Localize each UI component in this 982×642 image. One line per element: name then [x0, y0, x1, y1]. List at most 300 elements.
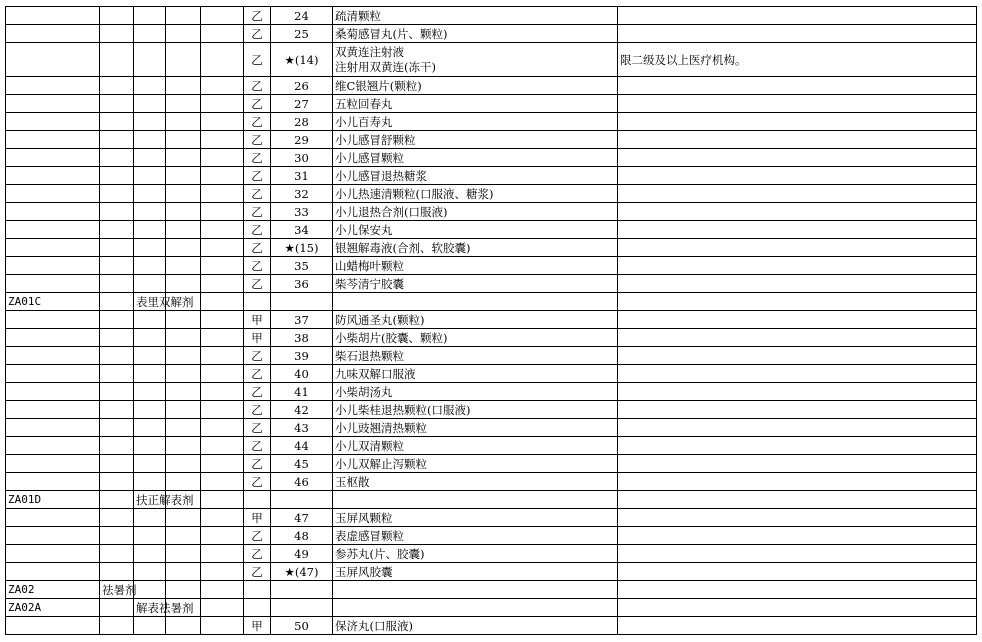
empty-cell: [201, 77, 244, 95]
drug-class-cell: 乙: [244, 257, 271, 275]
empty-cell: [100, 455, 134, 473]
empty-cell: [201, 563, 244, 581]
drug-class-cell: 乙: [244, 455, 271, 473]
table-row: [6, 7, 977, 25]
empty-cell: [100, 563, 134, 581]
empty-cell: [271, 491, 333, 509]
empty-cell: [6, 131, 100, 149]
drug-number-cell: 37: [271, 311, 333, 329]
drug-number-cell: 38: [271, 329, 333, 347]
empty-cell: [134, 617, 166, 635]
note-cell: [618, 509, 977, 527]
note-cell: [618, 329, 977, 347]
drug-name-cell: 小儿感冒颗粒: [333, 149, 618, 167]
drug-name-cell: 小儿感冒舒颗粒: [333, 131, 618, 149]
empty-cell: [134, 311, 166, 329]
drug-name-cell: 表虚感冒颗粒: [333, 527, 618, 545]
drug-name-cell: 小儿双清颗粒: [333, 437, 618, 455]
empty-cell: [100, 509, 134, 527]
category-row: [6, 581, 977, 599]
empty-cell: [166, 365, 201, 383]
drug-name-cell: 小儿双解止泻颗粒: [333, 455, 618, 473]
empty-cell: [6, 167, 100, 185]
category-row: [6, 491, 977, 509]
drug-class-cell: 乙: [244, 563, 271, 581]
drug-class-cell: 乙: [244, 43, 271, 77]
empty-cell: [201, 221, 244, 239]
empty-cell: [6, 545, 100, 563]
table-row: [6, 563, 977, 581]
empty-cell: [6, 77, 100, 95]
drug-name-cell: 柴芩清宁胶囊: [333, 275, 618, 293]
empty-cell: [333, 491, 618, 509]
drug-name-cell: 维C银翘片(颗粒): [333, 77, 618, 95]
drug-class-cell: 甲: [244, 311, 271, 329]
empty-cell: [201, 131, 244, 149]
note-cell: [618, 149, 977, 167]
empty-cell: [201, 203, 244, 221]
drug-name-cell: 小儿热速清颗粒(口服液、糖浆): [333, 185, 618, 203]
drug-class-cell: 乙: [244, 131, 271, 149]
empty-cell: [134, 167, 166, 185]
empty-cell: [6, 7, 100, 25]
empty-cell: [201, 149, 244, 167]
drug-name-line: 双黄连注射液: [335, 44, 404, 59]
empty-cell: [100, 473, 134, 491]
drug-number-cell: 49: [271, 545, 333, 563]
empty-cell: [201, 293, 244, 311]
drug-class-cell: 乙: [244, 167, 271, 185]
empty-cell: [333, 581, 618, 599]
empty-cell: [6, 329, 100, 347]
empty-cell: [100, 401, 134, 419]
drug-number-cell: 36: [271, 275, 333, 293]
empty-cell: [166, 113, 201, 131]
empty-cell: [201, 347, 244, 365]
drug-name-cell: 参苏丸(片、胶囊): [333, 545, 618, 563]
empty-cell: [100, 347, 134, 365]
empty-cell: [201, 473, 244, 491]
drug-class-cell: 乙: [244, 203, 271, 221]
drug-number-cell: 29: [271, 131, 333, 149]
empty-cell: [100, 149, 134, 167]
table-row: [6, 383, 977, 401]
drug-class-cell: 乙: [244, 473, 271, 491]
drug-class-cell: 乙: [244, 221, 271, 239]
category-name-cell: 扶正解表剂: [134, 491, 166, 509]
table-row: [6, 203, 977, 221]
note-cell: [618, 365, 977, 383]
empty-cell: [201, 401, 244, 419]
category-code-cell: ZA02A: [6, 599, 100, 617]
empty-cell: [100, 221, 134, 239]
empty-cell: [134, 7, 166, 25]
empty-cell: [100, 203, 134, 221]
empty-cell: [134, 365, 166, 383]
empty-cell: [166, 25, 201, 43]
empty-cell: [100, 491, 134, 509]
category-row: [6, 599, 977, 617]
empty-cell: [100, 437, 134, 455]
empty-cell: [201, 599, 244, 617]
empty-cell: [134, 203, 166, 221]
note-cell: [618, 7, 977, 25]
table-row: [6, 527, 977, 545]
empty-cell: [6, 113, 100, 131]
empty-cell: [6, 221, 100, 239]
category-row: [6, 293, 977, 311]
empty-cell: [166, 383, 201, 401]
empty-cell: [166, 239, 201, 257]
table-row: [6, 275, 977, 293]
empty-cell: [166, 527, 201, 545]
empty-cell: [6, 239, 100, 257]
note-cell: 限二级及以上医疗机构。: [618, 43, 977, 77]
drug-number-cell: ★(14): [271, 43, 333, 77]
empty-cell: [100, 311, 134, 329]
drug-name-cell: 小儿豉翘清热颗粒: [333, 419, 618, 437]
empty-cell: [134, 581, 166, 599]
empty-cell: [134, 257, 166, 275]
empty-cell: [201, 617, 244, 635]
empty-cell: [201, 239, 244, 257]
empty-cell: [201, 113, 244, 131]
empty-cell: [6, 203, 100, 221]
empty-cell: [271, 581, 333, 599]
empty-cell: [134, 455, 166, 473]
drug-number-cell: 35: [271, 257, 333, 275]
empty-cell: [100, 329, 134, 347]
drug-class-cell: 乙: [244, 401, 271, 419]
drug-name-line: 注射用双黄连(冻干): [335, 59, 436, 74]
drug-name-cell: 玉屏风颗粒: [333, 509, 618, 527]
drug-number-cell: 46: [271, 473, 333, 491]
empty-cell: [100, 275, 134, 293]
empty-cell: [6, 257, 100, 275]
drug-number-cell: 24: [271, 7, 333, 25]
note-cell: [618, 257, 977, 275]
empty-cell: [100, 7, 134, 25]
empty-cell: [100, 131, 134, 149]
empty-cell: [134, 239, 166, 257]
empty-cell: [6, 473, 100, 491]
empty-cell: [6, 383, 100, 401]
drug-name-cell: 小儿保安丸: [333, 221, 618, 239]
table-row: [6, 329, 977, 347]
empty-cell: [6, 617, 100, 635]
empty-cell: [100, 25, 134, 43]
empty-cell: [134, 77, 166, 95]
drug-class-cell: 乙: [244, 545, 271, 563]
drug-class-cell: 乙: [244, 113, 271, 131]
empty-cell: [201, 491, 244, 509]
empty-cell: [166, 77, 201, 95]
empty-cell: [201, 509, 244, 527]
note-cell: [618, 185, 977, 203]
empty-cell: [166, 473, 201, 491]
category-name-cell: 祛暑剂: [100, 581, 134, 599]
table-row: [6, 149, 977, 167]
note-cell: [618, 131, 977, 149]
empty-cell: [134, 563, 166, 581]
drug-number-cell: 26: [271, 77, 333, 95]
empty-cell: [166, 43, 201, 77]
drug-class-cell: 乙: [244, 527, 271, 545]
table-row: [6, 257, 977, 275]
table-row: [6, 473, 977, 491]
empty-cell: [134, 185, 166, 203]
empty-cell: [134, 401, 166, 419]
empty-cell: [6, 149, 100, 167]
table-row: [6, 95, 977, 113]
empty-cell: [134, 509, 166, 527]
empty-cell: [6, 563, 100, 581]
empty-cell: [201, 95, 244, 113]
empty-cell: [134, 545, 166, 563]
drug-number-cell: 50: [271, 617, 333, 635]
note-cell: [618, 545, 977, 563]
drug-catalog-table: [5, 6, 977, 635]
drug-class-cell: 乙: [244, 347, 271, 365]
note-cell: [618, 563, 977, 581]
note-cell: [618, 473, 977, 491]
note-cell: [618, 221, 977, 239]
empty-cell: [134, 473, 166, 491]
drug-name-cell: [333, 43, 618, 77]
drug-number-cell: ★(47): [271, 563, 333, 581]
empty-cell: [100, 293, 134, 311]
drug-name-cell: 玉屏风胶囊: [333, 563, 618, 581]
empty-cell: [201, 437, 244, 455]
drug-number-cell: 41: [271, 383, 333, 401]
empty-cell: [100, 167, 134, 185]
empty-cell: [6, 365, 100, 383]
empty-cell: [201, 167, 244, 185]
note-cell: [618, 167, 977, 185]
drug-number-cell: ★(15): [271, 239, 333, 257]
table-row: [6, 347, 977, 365]
empty-cell: [100, 617, 134, 635]
drug-name-cell: 山蜡梅叶颗粒: [333, 257, 618, 275]
empty-cell: [201, 43, 244, 77]
drug-name-cell: 桑菊感冒丸(片、颗粒): [333, 25, 618, 43]
drug-class-cell: 甲: [244, 329, 271, 347]
drug-class-cell: 乙: [244, 185, 271, 203]
drug-class-cell: 乙: [244, 77, 271, 95]
drug-name-cell: 银翘解毒液(合剂、软胶囊): [333, 239, 618, 257]
empty-cell: [100, 95, 134, 113]
empty-cell: [100, 527, 134, 545]
note-cell: [618, 617, 977, 635]
empty-cell: [201, 185, 244, 203]
drug-name-cell: 玉枢散: [333, 473, 618, 491]
note-cell: [618, 203, 977, 221]
empty-cell: [201, 275, 244, 293]
empty-cell: [166, 347, 201, 365]
drug-number-cell: 42: [271, 401, 333, 419]
empty-cell: [166, 437, 201, 455]
empty-cell: [6, 95, 100, 113]
drug-name-cell: 防风通圣丸(颗粒): [333, 311, 618, 329]
empty-cell: [244, 293, 271, 311]
empty-cell: [166, 509, 201, 527]
drug-number-cell: 45: [271, 455, 333, 473]
drug-class-cell: 乙: [244, 365, 271, 383]
table-row: [6, 509, 977, 527]
empty-cell: [201, 257, 244, 275]
empty-cell: [134, 95, 166, 113]
empty-cell: [166, 221, 201, 239]
note-cell: [618, 239, 977, 257]
empty-cell: [134, 131, 166, 149]
drug-number-cell: 28: [271, 113, 333, 131]
empty-cell: [166, 131, 201, 149]
drug-class-cell: 乙: [244, 95, 271, 113]
drug-number-cell: 31: [271, 167, 333, 185]
table-row: [6, 43, 977, 77]
empty-cell: [166, 617, 201, 635]
empty-cell: [271, 293, 333, 311]
note-cell: [618, 311, 977, 329]
empty-cell: [100, 239, 134, 257]
empty-cell: [6, 401, 100, 419]
drug-class-cell: 乙: [244, 239, 271, 257]
note-cell: [618, 95, 977, 113]
note-cell: [618, 401, 977, 419]
empty-cell: [6, 25, 100, 43]
note-cell: [618, 383, 977, 401]
table-row: [6, 401, 977, 419]
drug-class-cell: 乙: [244, 7, 271, 25]
empty-cell: [6, 43, 100, 77]
empty-cell: [201, 7, 244, 25]
drug-name-cell: 柴石退热颗粒: [333, 347, 618, 365]
empty-cell: [6, 527, 100, 545]
empty-cell: [134, 527, 166, 545]
empty-cell: [134, 275, 166, 293]
table-row: [6, 77, 977, 95]
empty-cell: [201, 311, 244, 329]
drug-number-cell: 44: [271, 437, 333, 455]
empty-cell: [6, 455, 100, 473]
empty-cell: [100, 77, 134, 95]
empty-cell: [134, 25, 166, 43]
category-name-cell: 表里双解剂: [134, 293, 166, 311]
category-code-cell: ZA01C: [6, 293, 100, 311]
drug-name-cell: 五粒回春丸: [333, 95, 618, 113]
empty-cell: [618, 293, 977, 311]
empty-cell: [100, 185, 134, 203]
drug-number-cell: 39: [271, 347, 333, 365]
empty-cell: [100, 383, 134, 401]
empty-cell: [201, 527, 244, 545]
drug-name-cell: 小柴胡汤丸: [333, 383, 618, 401]
empty-cell: [201, 419, 244, 437]
drug-name-cell: 保济丸(口服液): [333, 617, 618, 635]
empty-cell: [166, 257, 201, 275]
empty-cell: [100, 257, 134, 275]
table-row: [6, 25, 977, 43]
empty-cell: [100, 545, 134, 563]
empty-cell: [134, 329, 166, 347]
empty-cell: [134, 43, 166, 77]
empty-cell: [333, 293, 618, 311]
drug-name-cell: 小儿感冒退热糖浆: [333, 167, 618, 185]
empty-cell: [244, 581, 271, 599]
empty-cell: [6, 437, 100, 455]
drug-class-cell: 乙: [244, 419, 271, 437]
empty-cell: [100, 365, 134, 383]
empty-cell: [166, 455, 201, 473]
drug-number-cell: 32: [271, 185, 333, 203]
drug-name-cell: 小柴胡片(胶囊、颗粒): [333, 329, 618, 347]
empty-cell: [134, 149, 166, 167]
empty-cell: [134, 437, 166, 455]
empty-cell: [6, 185, 100, 203]
empty-cell: [201, 25, 244, 43]
drug-class-cell: 乙: [244, 383, 271, 401]
empty-cell: [244, 599, 271, 617]
drug-name-cell: 小儿退热合剂(口服液): [333, 203, 618, 221]
note-cell: [618, 437, 977, 455]
empty-cell: [201, 581, 244, 599]
drug-name-cell: 疏清颗粒: [333, 7, 618, 25]
empty-cell: [166, 95, 201, 113]
empty-cell: [134, 113, 166, 131]
drug-name-cell: 小儿百寿丸: [333, 113, 618, 131]
drug-number-cell: 47: [271, 509, 333, 527]
drug-number-cell: 40: [271, 365, 333, 383]
empty-cell: [6, 311, 100, 329]
drug-class-cell: 乙: [244, 149, 271, 167]
empty-cell: [100, 599, 134, 617]
empty-cell: [100, 419, 134, 437]
note-cell: [618, 25, 977, 43]
drug-class-cell: 甲: [244, 617, 271, 635]
table-row: [6, 167, 977, 185]
empty-cell: [100, 113, 134, 131]
drug-class-cell: 乙: [244, 275, 271, 293]
empty-cell: [618, 581, 977, 599]
table-row: [6, 419, 977, 437]
table-row: [6, 437, 977, 455]
note-cell: [618, 275, 977, 293]
drug-class-cell: 乙: [244, 437, 271, 455]
note-cell: [618, 455, 977, 473]
table-row: [6, 239, 977, 257]
empty-cell: [166, 545, 201, 563]
empty-cell: [166, 311, 201, 329]
note-cell: [618, 419, 977, 437]
empty-cell: [166, 149, 201, 167]
table-body: [6, 7, 977, 635]
drug-number-cell: 30: [271, 149, 333, 167]
empty-cell: [166, 185, 201, 203]
table-row: [6, 455, 977, 473]
drug-class-cell: 甲: [244, 509, 271, 527]
category-name-cell: 解表祛暑剂: [134, 599, 166, 617]
empty-cell: [166, 167, 201, 185]
empty-cell: [244, 491, 271, 509]
empty-cell: [6, 347, 100, 365]
empty-cell: [134, 383, 166, 401]
empty-cell: [201, 365, 244, 383]
empty-cell: [6, 419, 100, 437]
empty-cell: [201, 545, 244, 563]
drug-number-cell: 34: [271, 221, 333, 239]
drug-number-cell: 48: [271, 527, 333, 545]
table-row: [6, 221, 977, 239]
